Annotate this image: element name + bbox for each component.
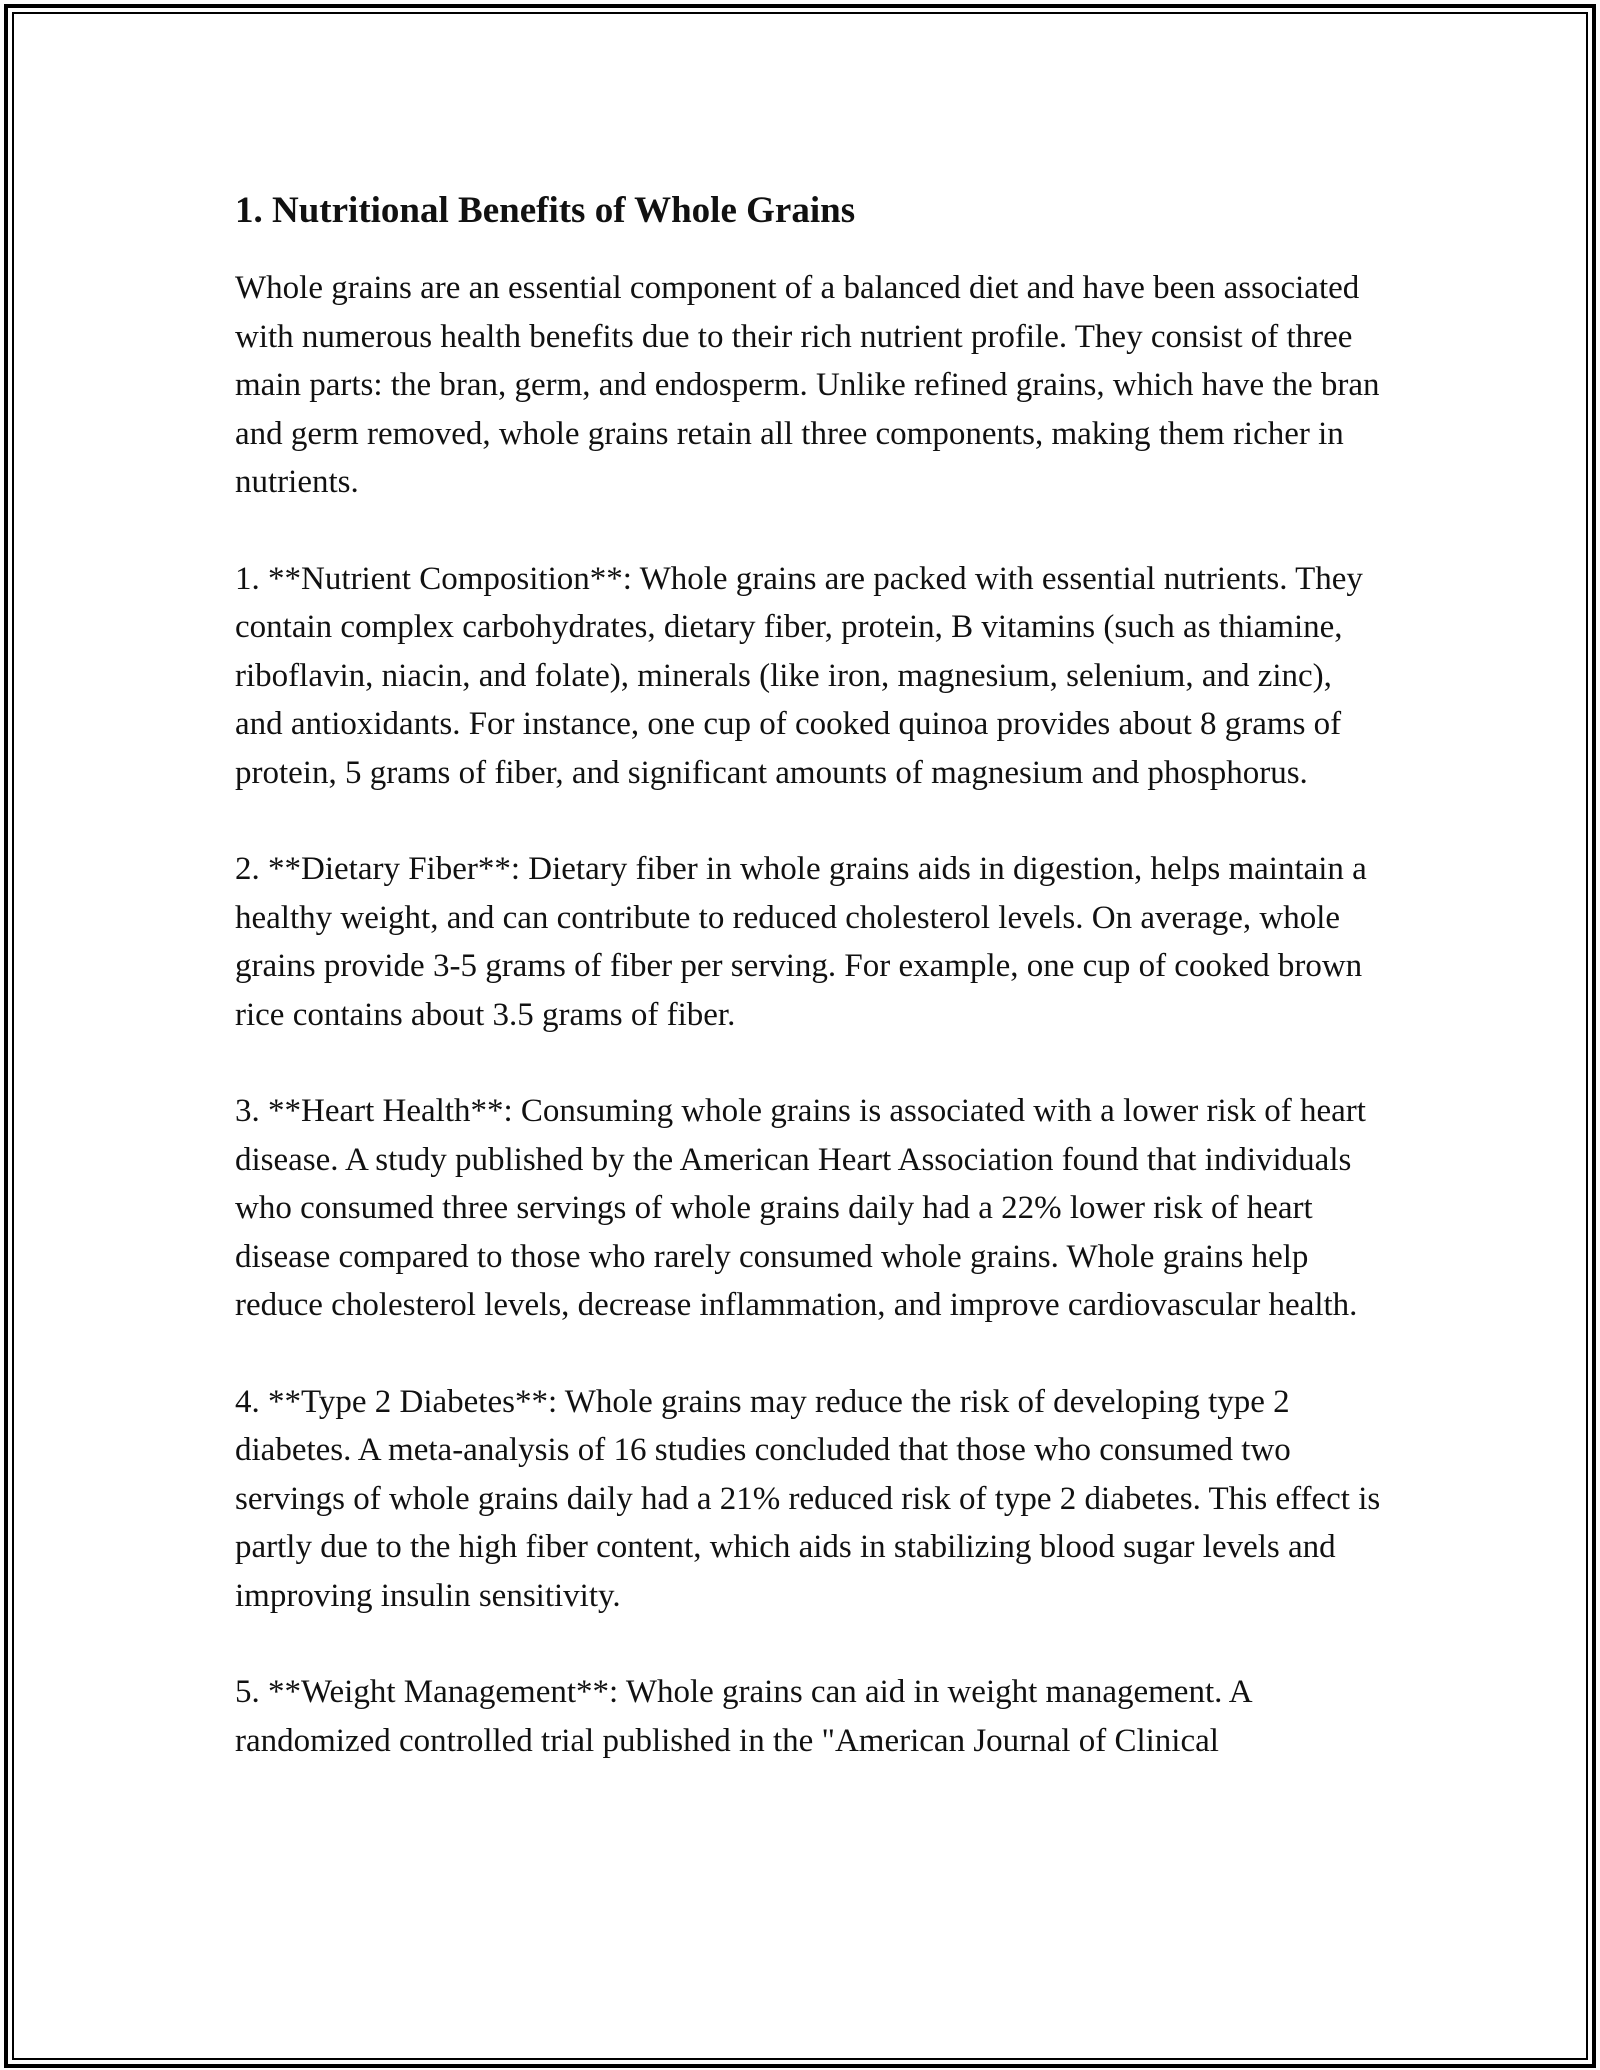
list-item-type-2-diabetes: 4. **Type 2 Diabetes**: Whole grains may reduce the risk of developing type 2 diabetes. A meta-analysis of 16 studies concluded that those who consumed two servings of whole grains daily had a 21% reduced risk of type 2 diabetes. This effect is partly due to the high fiber content, which aids in stabilizing blood sugar levels and improving insulin sensitivity. [235,1383,1381,1614]
list-item-heart-health: 3. **Heart Health**: Consuming whole grains is associated with a lower risk of heart disease. A study published by the American Heart Association found that individuals who consumed three servings of whole grains daily had a 22% lower risk of heart disease compared to those who rarely consumed whole grains. Whole grains help reduce cholesterol levels, decrease inflammation, and improve cardiovascular health. [235,1093,1366,1323]
section-title: 1. Nutritional Benefits of Whole Grains [235,190,856,231]
list-item-dietary-fiber: 2. **Dietary Fiber**: Dietary fiber in whole grains aids in digestion, helps maintain a healthy weight, and can contribute to reduced cholesterol levels. On average, whole grains provide 3-5 grams of fiber per serving. For example, one cup of cooked brown rice contains about 3.5 grams of fiber. [235,851,1367,1033]
intro-paragraph: Whole grains are an essential component of a balanced diet and have been associated with numerous health benefits due to their rich nutrient profile. They consist of three main parts: the bran, germ, and endosperm. Unlike refined grains, which have the bran and germ removed, whole grains retain all three components, making them richer in nutrients. [235,270,1380,500]
document-body [235,188,1385,1813]
list-item-nutrient-composition: 1. **Nutrient Composition**: Whole grains are packed with essential nutrients. They contain complex carbohydrates, dietary fiber, protein, B vitamins (such as thiamine, riboflavin, niacin, and folate), minerals (like iron, magnesium, selenium, and zinc), and antioxidants. For instance, one cup of cooked quinoa provides about 8 grams of protein, 5 grams of fiber, and significant amounts of magnesium and phosphorus. [235,560,1363,791]
list-item-weight-management: 5. **Weight Management**: Whole grains can aid in weight management. A randomized controlled trial published in the "American Journal of Clinical [235,1674,1251,1759]
